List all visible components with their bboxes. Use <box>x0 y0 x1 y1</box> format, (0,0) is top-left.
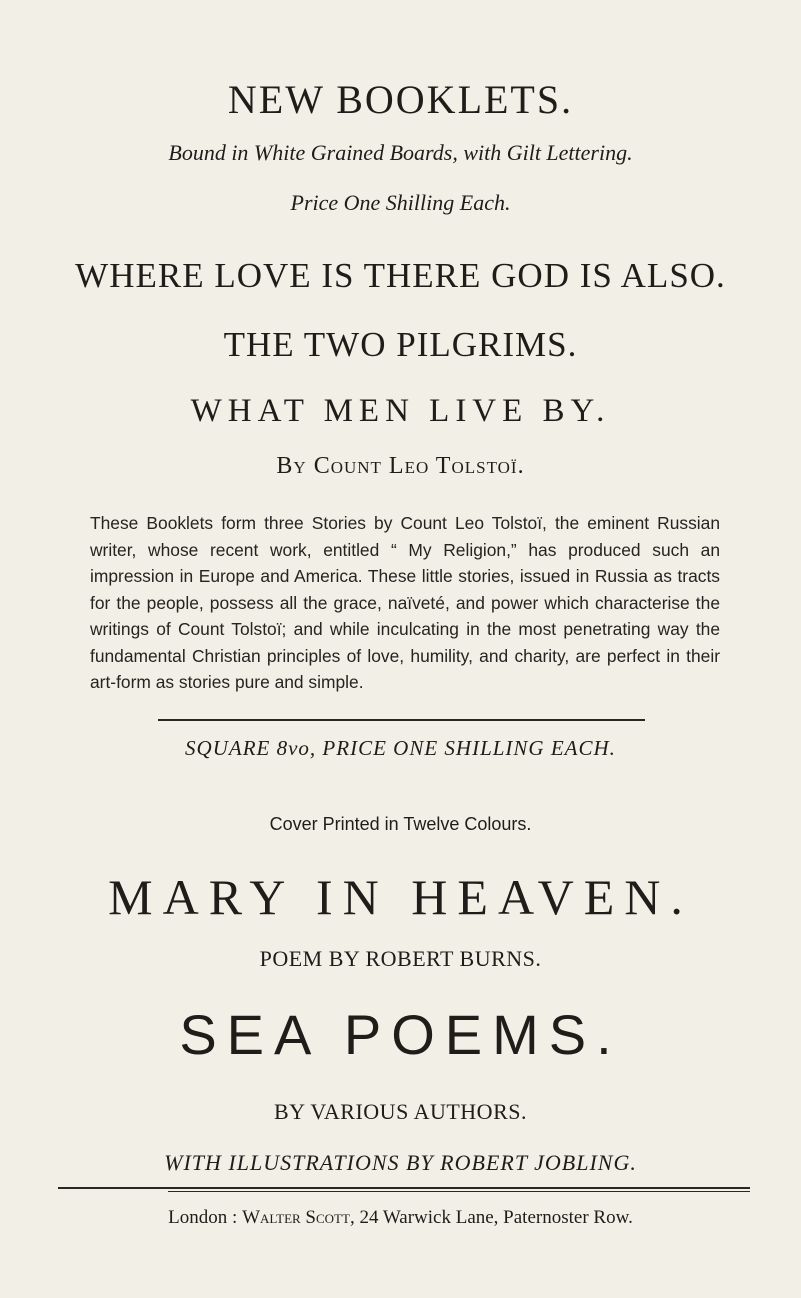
description-paragraph: These Booklets form three Stories by Count Leo Tolstoï, the eminent Russian writer, whose recent work, entitled “ My Religion,” has produced such an impression in Europe and America. These little stories, issued in Russia as tracts for the people, possess all the grace, naïveté, and power which characterise the writings of Count Tolstoï; and while inculcating in the most penetrating way the fundamental Christian principles of love, humility, and charity, are perfect in their art-form as stories pure and simple. <box>90 513 720 692</box>
author-line: By Count Leo Tolstoï. <box>276 453 525 479</box>
divider <box>158 719 645 721</box>
publisher-footer <box>0 1207 801 1229</box>
cover-note: Cover Printed in Twelve Colours. <box>269 814 532 834</box>
square-heading: SQUARE 8vo, PRICE ONE SHILLING EACH. <box>185 736 616 760</box>
booklet-title: WHAT MEN LIVE BY. <box>190 393 611 429</box>
publisher-address: , 24 Warwick Lane, Paternoster Row. <box>349 1207 633 1228</box>
booklet-title: THE TWO PILGRIMS. <box>223 325 578 364</box>
poem-title: MARY IN HEAVEN. <box>108 869 693 925</box>
poem-byline: BY VARIOUS AUTHORS. <box>274 1099 527 1124</box>
illustrations-note: WITH ILLUSTRATIONS BY ROBERT JOBLING. <box>164 1150 637 1175</box>
footer-prefix: London : <box>168 1207 243 1228</box>
publisher-name: Walter Scott <box>242 1207 350 1228</box>
booklet-title: WHERE LOVE IS THERE GOD IS ALSO. <box>75 256 726 295</box>
poem-byline: POEM BY ROBERT BURNS. <box>259 946 542 971</box>
binding-note: Bound in White Grained Boards, with Gilt Lettering. <box>168 140 633 165</box>
poem-title: SEA POEMS. <box>179 1003 622 1066</box>
price-note: Price One Shilling Each. <box>290 190 511 215</box>
divider <box>168 1191 750 1192</box>
divider <box>58 1187 750 1189</box>
page-title: NEW BOOKLETS. <box>227 77 574 122</box>
